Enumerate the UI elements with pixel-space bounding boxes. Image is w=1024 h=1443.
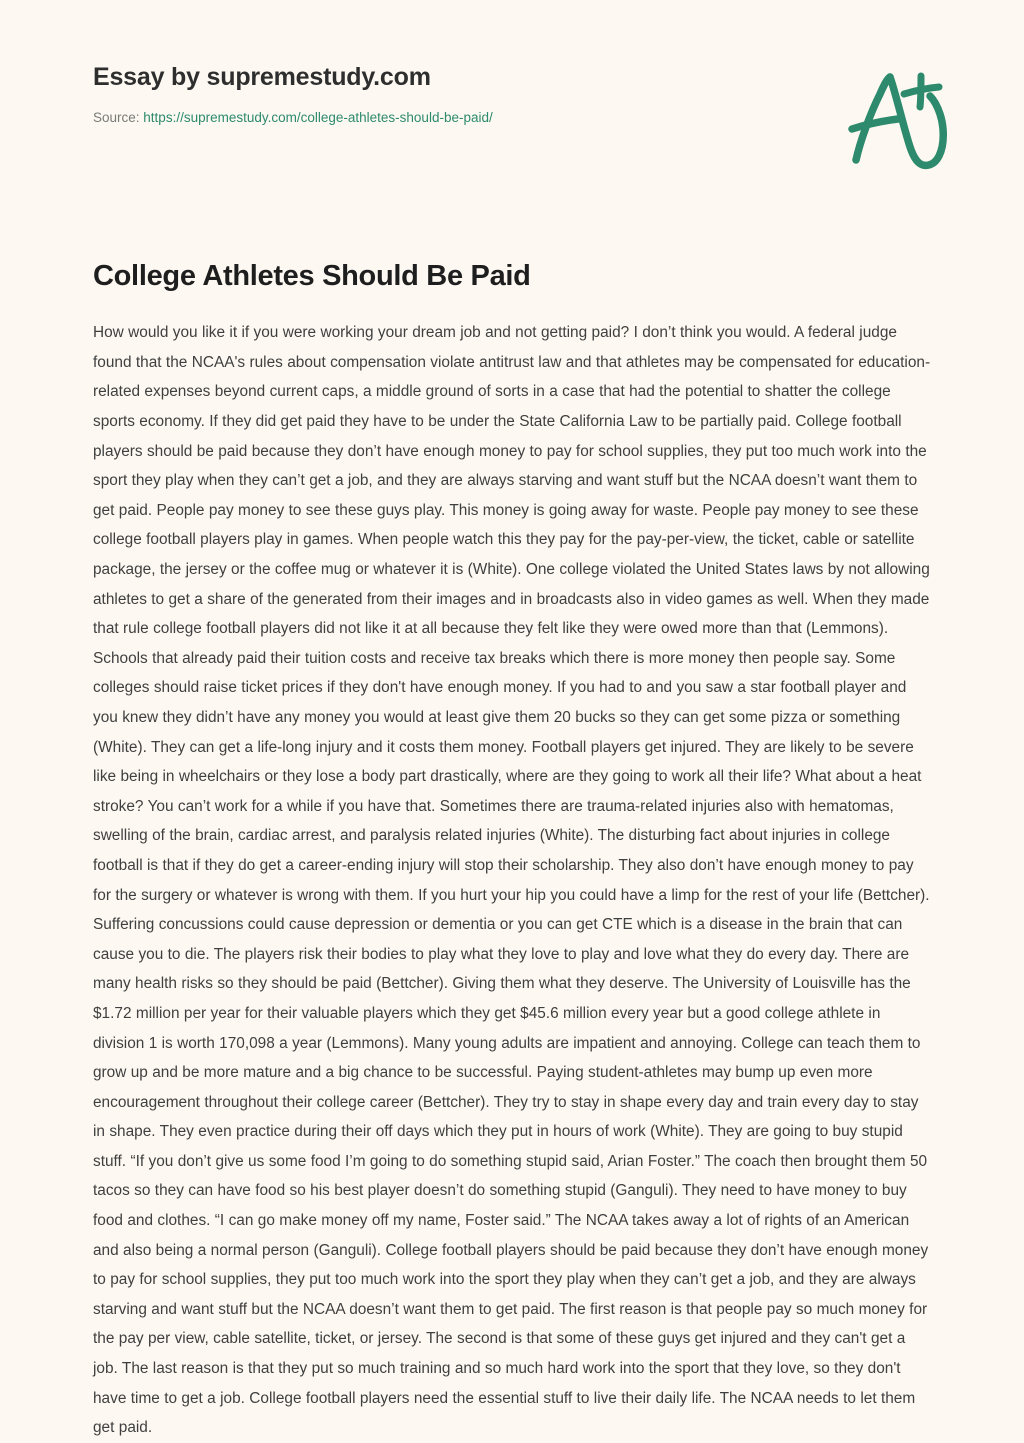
article-paragraph: How would you like it if you were working your dream job and not getting paid? I don’t think you would. A federal judge found that the NCAA's rules about compensation violate antitrust law and that athletes may be compensated for education-related expenses beyond current caps, a middle ground of sorts in a case that had the potential to shatter the college sports economy. If they did get paid they have to be under the State California Law to be partially paid. College football players should be paid because they don’t have enough money to pay for school supplies, they put too much work into the sport they play when they can’t get a job, and they are always starving and want stuff but the NCAA doesn’t want them to get paid. People pay money to see these guys play. This money is going away for waste. People pay money to see these college football players play in games. When people watch this they pay for the pay-per-view, the ticket, cable or satellite package, the jersey or the coffee mug or whatever it is (White). One college violated the United States laws by not allowing athletes to get a share of the generated from their images and in broadcasts also in video games as well. When they made that rule college football players did not like it at all because they felt like they were owed more than that (Lemmons). Schools that already paid their tuition costs and receive tax breaks which there is more money then people say. Some colleges should raise ticket prices if they don't have enough money. If you had to and you saw a star football player and you knew they didn’t have any money you would at least give them 20 bucks so they can get some pizza or something (White). They can get a life-long injury and it costs them money. Football players get injured. They are likely to be severe like being in wheelchairs or they lose a body part drastically, where are they going to work all their life? What about a heat stroke? You can’t work for a while if you have that. Sometimes there are trauma-related injuries also with hematomas, swelling of the brain, cardiac arrest, and paralysis related injuries (White). The disturbing fact about injuries in college football is that if they do get a career-ending injury will stop their scholarship. They also don’t have enough money to pay for the surgery or whatever is wrong with them. If you hurt your hip you could have a limp for the rest of your life (Bettcher). Suffering concussions could cause depression or dementia or you can get CTE which is a disease in the brain that can cause you to die. The players risk their bodies to play what they love to play and love what they do every day. There are many health risks so they should be paid (Bettcher). Giving them what they deserve. The University of Louisville has the $1.72 million per year for their valuable players which they get $45.6 million every year but a good college athlete in division 1 is worth 170,098 a year (Lemmons). Many young adults are impatient and annoying. College can teach them to grow up and be more mature and a big chance to be successful. Paying student-athletes may bump up even more encouragement throughout their college career (Bettcher). They try to stay in shape every day and train every day to stay in shape. They even practice during their off days which they put in hours of work (White). They are going to buy stupid stuff. “If you don’t give us some food I’m going to do something stupid said, Arian Foster.” The coach then brought them 50 tacos so they can have food so his best player doesn’t do something stupid (Ganguli). They need to have money to buy food and clothes. “I can go make money off my name, Foster said.” The NCAA takes away a lot of rights of an American and also being a normal person (Ganguli). College football players should be paid because they don’t have enough money to pay for school supplies, they put too much work into the sport they play when they can’t get a job, and they are always starving and want stuff but the NCAA doesn’t want them to get paid. The first reason is that people pay so much money for the pay per view, cable satellite, ticket, or jersey. The second is that some of these guys get injured and they can't get a job. The last reason is that they put so much training and so much hard work into the sport that they love, so they don't have time to get a job. College football players need the essential stuff to live their daily life. The NCAA needs to let them get paid. bbox=[93, 324, 931, 1437]
a-plus-logo-icon bbox=[842, 64, 962, 174]
source-line bbox=[93, 109, 960, 128]
page-header bbox=[0, 0, 1024, 200]
article-container bbox=[0, 258, 1024, 1443]
source-label: Source: bbox=[93, 110, 140, 125]
page-title: College Athletes Should Be Paid bbox=[93, 260, 531, 292]
source-url-link[interactable]: https://supremestudy.com/college-athletes-should-be-paid/ bbox=[143, 110, 493, 125]
site-byline: Essay by supremestudy.com bbox=[93, 63, 431, 91]
article-body bbox=[93, 318, 931, 1443]
